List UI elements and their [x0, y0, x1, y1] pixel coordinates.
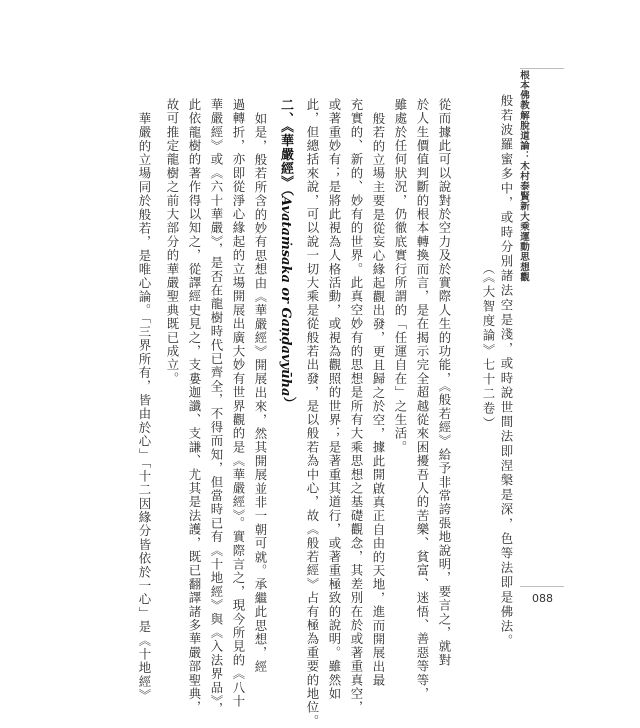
body-line: 雖處於任何狀況，仍徹底實行所謂的「任運自在」之生活。: [393, 98, 408, 455]
body-line: 充實的、新的、妙有的世界。此真空妙有的思想是所有大乘思想之基礎觀念，其差別在於或著重真空，: [349, 98, 364, 715]
section-line: 過轉折，亦即從淨心緣起的立場開展出廣大妙有世界觀的是《華嚴經》。實際言之，現今所見的《八十: [231, 98, 246, 709]
header-rule: [520, 68, 564, 69]
body-line: 於人生價值判斷的根本轉換而言，是在揭示完全超越從來困擾吾人的苦樂、貧富、迷悟、善惡等等，: [415, 98, 430, 701]
section-heading: [279, 98, 292, 409]
section-heading-latin: （Avataṁsaka or Gaṇḍavyūha）: [278, 189, 293, 410]
quote-source: （《大智度論》七十二卷）: [481, 262, 496, 431]
body-line: 或著重妙有；是將此視為人格活動，或視為觀照的世界；是著重其道行，或著重極致的說明。雖然如: [327, 98, 342, 701]
footer-rule: [520, 586, 564, 587]
quote-line: 般若波羅蜜多中，或時分別諸法空是淺，或時說世間法即涅槃是深，色等法即是佛法。: [499, 94, 514, 649]
section-line: 此依龍樹的著作得以知之，從譯經史見之，支婁迦讖、支謙、尤其是法護，既已翻譯諸多華嚴部聖典，: [187, 98, 202, 715]
section-line: 如是，般若所含的妙有思想由《華嚴經》開展出來，然其開展並非一朝可就。承繼此思想，經: [253, 112, 268, 674]
page-number: 088: [532, 592, 553, 605]
body-line: 般若的立場主要是從妄心緣起觀出發，更且歸之於空，據此開啟真正自由的天地，進而開展出最: [371, 112, 386, 688]
section-line: 華嚴的立場同於般若，是唯心論。「三界所有，皆由於心」「十二因緣分皆依於一心」是《十地經》: [137, 112, 152, 703]
section-line: 故可推定龍樹之前大部分的華嚴聖典既已成立。: [165, 98, 180, 386]
body-line: 此，但總括來說，可以說一切大乘是從般若出發，是以般若為中心，故《般若經》占有極為重要的地位。: [305, 98, 320, 728]
section-line: 華嚴經》或《六十華嚴》，是否在龍樹時代已齊全，不得而知，但當時已有《十地經》與《入法界品》，: [209, 98, 224, 716]
section-heading-title: 二、《華嚴經》: [278, 98, 293, 190]
body-line: 從而據此可以說對於空力及於實際人生的功能，《般若經》給予非常誇張地說明，要言之，就對: [437, 98, 452, 668]
running-header-title: 根本佛教解脫道論：木村泰賢新大乘運動思想觀: [518, 70, 529, 283]
